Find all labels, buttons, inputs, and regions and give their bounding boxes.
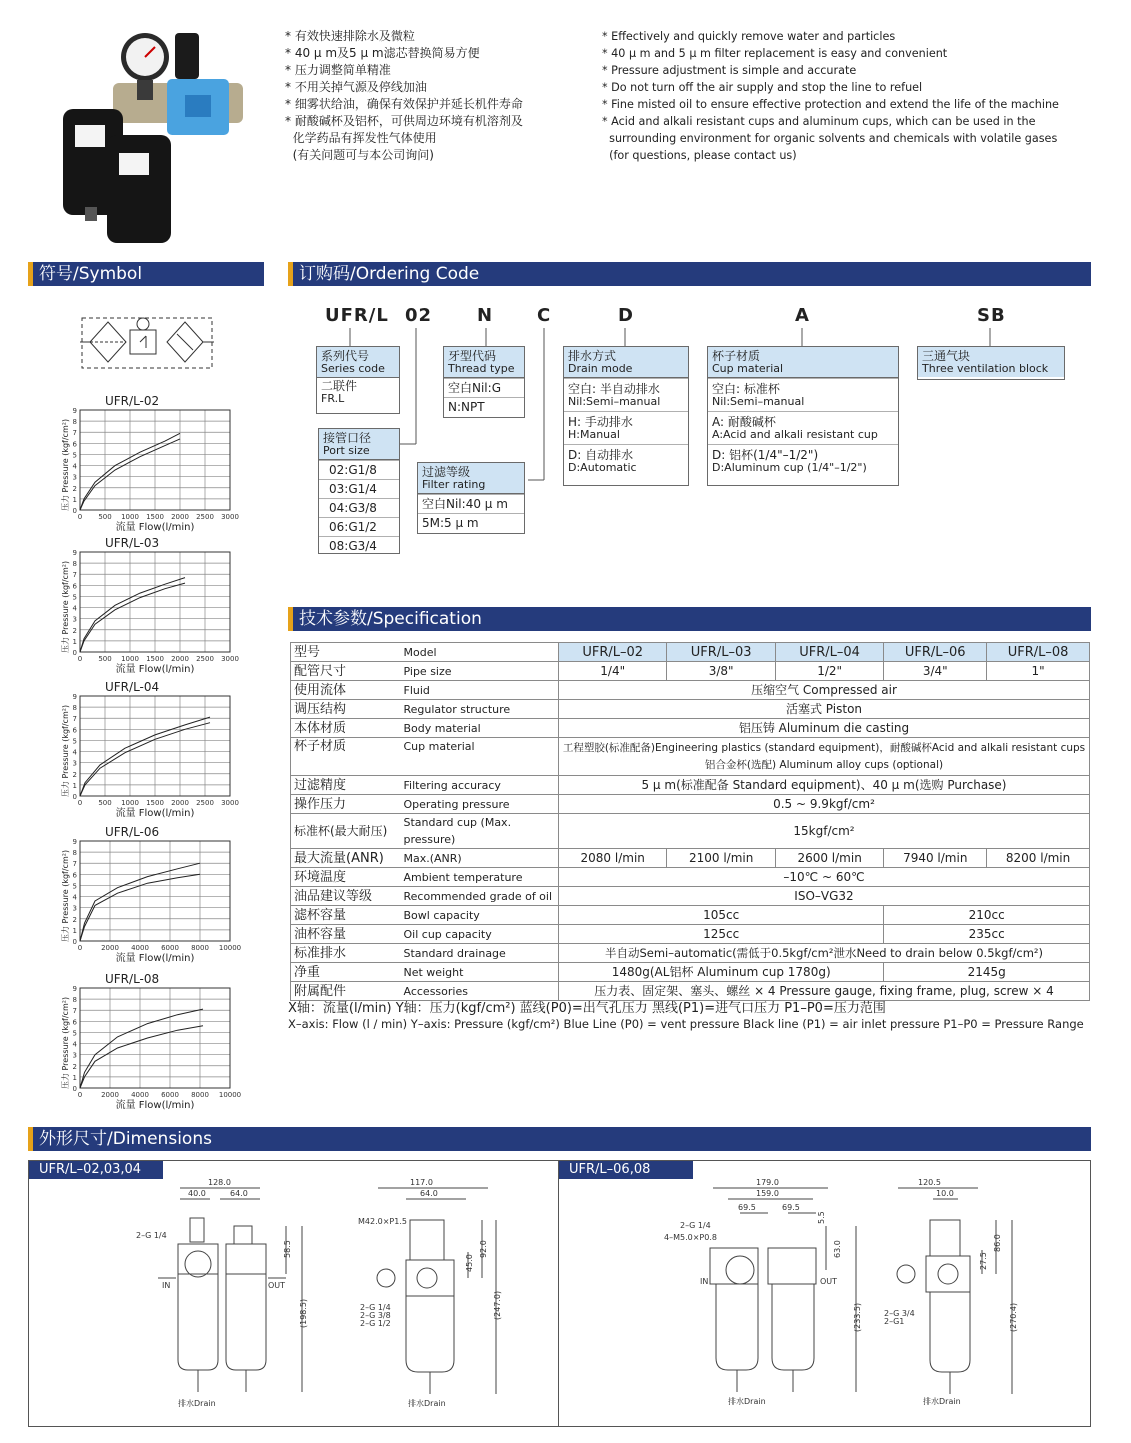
dim-label: OUT bbox=[268, 1281, 286, 1290]
row-label-cn: 型号 bbox=[291, 643, 401, 662]
cup-row: A: 耐酸碱杯 A:Acid and alkali resistant cup bbox=[708, 411, 898, 444]
table-row bbox=[291, 887, 1090, 906]
dim-label: 64.0 bbox=[420, 1189, 438, 1198]
row-label-en: Standard drainage bbox=[401, 944, 559, 963]
y-tick-label: 8 bbox=[72, 560, 77, 569]
dimension-drawings bbox=[28, 1160, 1091, 1427]
y-tick-label: 3 bbox=[72, 473, 77, 482]
y-tick-label: 5 bbox=[72, 882, 77, 891]
cell: 8200 l/min bbox=[987, 849, 1090, 868]
dim-label: (270.4) bbox=[1009, 1302, 1018, 1332]
dim-label: 2–G 1/4 bbox=[360, 1303, 391, 1312]
dim-label: 排水Drain bbox=[728, 1397, 766, 1406]
code-filter: C bbox=[537, 305, 552, 326]
row-label-en: Model bbox=[401, 643, 559, 662]
chart-title: UFR/L-03 bbox=[105, 536, 160, 550]
cell: 2600 l/min bbox=[775, 849, 883, 868]
dim-label: 117.0 bbox=[410, 1178, 433, 1187]
x-tick-label: 0 bbox=[77, 1091, 83, 1099]
cell: –10℃ ~ 60℃ bbox=[559, 868, 1090, 887]
row-label-cn: 标准排水 bbox=[291, 944, 401, 963]
cup-box bbox=[707, 346, 899, 486]
feature-line: * 40 μ m及5 μ m滤芯替换简易方便 bbox=[285, 46, 480, 60]
y-tick-label: 3 bbox=[72, 759, 77, 768]
dim-label: IN bbox=[700, 1277, 709, 1286]
y-tick-label: 5 bbox=[72, 1029, 77, 1038]
cell: 活塞式 Piston bbox=[559, 700, 1090, 719]
dim-label: 179.0 bbox=[756, 1178, 779, 1187]
feature-line: (有关问题可与本公司询问) bbox=[285, 148, 434, 162]
y-tick-label: 6 bbox=[72, 440, 77, 449]
section-symbol: 符号/Symbol bbox=[28, 262, 264, 286]
row-label-cn: 油杯容量 bbox=[291, 925, 401, 944]
cell: 15kgf/cm² bbox=[559, 814, 1090, 849]
row-label-en: Standard cup (Max. pressure) bbox=[401, 814, 559, 849]
model-header: UFR/L–02 bbox=[559, 643, 667, 662]
x-tick-label: 2500 bbox=[196, 799, 214, 807]
series-line bbox=[80, 1009, 203, 1088]
dim-label: (233.5) bbox=[853, 1302, 862, 1332]
cell: 压缩空气 Compressed air bbox=[559, 681, 1090, 700]
dim-label: 2–G 3/4 bbox=[884, 1309, 915, 1318]
vent-box bbox=[917, 346, 1065, 380]
feature-line: * Effectively and quickly remove water and particles bbox=[602, 30, 896, 43]
dim-label: 63.0 bbox=[833, 1240, 842, 1258]
cell: ISO–VG32 bbox=[559, 887, 1090, 906]
y-axis-label: 压力 Pressure (kgf/cm²) bbox=[61, 849, 70, 943]
x-axis-label: 流量 Flow(l/min) bbox=[115, 1100, 195, 1110]
dim-label: 27.5 bbox=[979, 1252, 988, 1270]
filter-row: 空白Nil:40 μ m bbox=[418, 494, 524, 513]
dim-label: M42.0×P1.5 bbox=[358, 1217, 407, 1226]
table-row bbox=[291, 963, 1090, 982]
code-drain: D bbox=[618, 305, 634, 326]
row-label-en: Fluid bbox=[401, 681, 559, 700]
series-box-row: 二联件 FR.L bbox=[321, 379, 358, 405]
row-label-en: Accessories bbox=[401, 982, 559, 1001]
x-tick-label: 3000 bbox=[221, 513, 239, 521]
cell: 2100 l/min bbox=[667, 849, 775, 868]
row-label-en: Operating pressure bbox=[401, 795, 559, 814]
dim-label: 58.5 bbox=[283, 1240, 292, 1258]
dim-label: 10.0 bbox=[936, 1189, 954, 1198]
dim-label: 5.5 bbox=[817, 1211, 826, 1224]
y-tick-label: 4 bbox=[72, 748, 77, 757]
y-tick-label: 2 bbox=[72, 484, 77, 493]
row-label-en: Cup material bbox=[401, 738, 559, 776]
y-tick-label: 1 bbox=[72, 1073, 77, 1082]
table-row bbox=[291, 662, 1090, 681]
flow-chart bbox=[60, 970, 260, 1110]
row-label-cn: 配管尺寸 bbox=[291, 662, 401, 681]
port-row: 04:G3/8 bbox=[319, 498, 399, 517]
table-row bbox=[291, 925, 1090, 944]
x-tick-label: 6000 bbox=[161, 1091, 179, 1099]
flow-chart bbox=[60, 534, 260, 674]
features-cn bbox=[285, 28, 585, 164]
row-label-cn: 滤杯容量 bbox=[291, 906, 401, 925]
thread-row: 空白Nil:G bbox=[444, 378, 524, 397]
y-tick-label: 7 bbox=[72, 571, 77, 580]
model-header: UFR/L–03 bbox=[667, 643, 775, 662]
y-tick-label: 3 bbox=[72, 904, 77, 913]
x-tick-label: 0 bbox=[77, 799, 83, 807]
feature-line: * 不用关掉气源及停线加油 bbox=[285, 80, 427, 94]
row-label-cn: 环境温度 bbox=[291, 868, 401, 887]
code-cup: A bbox=[795, 305, 810, 326]
y-axis-label: 压力 Pressure (kgf/cm²) bbox=[61, 560, 70, 654]
chart-title: UFR/L-04 bbox=[105, 680, 160, 694]
y-tick-label: 2 bbox=[72, 915, 77, 924]
y-tick-label: 8 bbox=[72, 418, 77, 427]
x-tick-label: 8000 bbox=[191, 944, 209, 952]
y-tick-label: 5 bbox=[72, 451, 77, 460]
row-label-cn: 本体材质 bbox=[291, 719, 401, 738]
table-row bbox=[291, 719, 1090, 738]
dim-label: 69.5 bbox=[738, 1203, 756, 1212]
x-tick-label: 1500 bbox=[146, 655, 164, 663]
y-tick-label: 5 bbox=[72, 737, 77, 746]
cell: 铝压铸 Aluminum die casting bbox=[559, 719, 1090, 738]
table-row bbox=[291, 776, 1090, 795]
cell: 工程塑胶(标准配备)Engineering plastics (standard equipment)，耐酸碱杯Acid and alkali resistant cups 铝合金杯(选配) Aluminum alloy cups (optional) bbox=[559, 738, 1090, 776]
series-line bbox=[80, 1026, 203, 1088]
y-tick-label: 9 bbox=[72, 985, 77, 993]
dim-label: (198.5) bbox=[299, 1298, 308, 1328]
x-tick-label: 4000 bbox=[131, 944, 149, 952]
y-tick-label: 7 bbox=[72, 1007, 77, 1016]
dim-label: OUT bbox=[820, 1277, 838, 1286]
row-label-cn: 操作压力 bbox=[291, 795, 401, 814]
y-tick-label: 4 bbox=[72, 604, 77, 613]
cup-row: D: 铝杯(1/4"–1/2") D:Aluminum cup (1/4"–1/2") bbox=[708, 444, 898, 477]
filter-box-title: 过滤等级 Filter rating bbox=[418, 463, 524, 494]
y-tick-label: 1 bbox=[72, 926, 77, 935]
cell: 1/2" bbox=[775, 662, 883, 681]
x-tick-label: 1500 bbox=[146, 513, 164, 521]
y-tick-label: 0 bbox=[72, 938, 77, 946]
table-row bbox=[291, 681, 1090, 700]
y-tick-label: 9 bbox=[72, 549, 77, 557]
cell: 3/8" bbox=[667, 662, 775, 681]
y-tick-label: 1 bbox=[72, 637, 77, 646]
flow-chart bbox=[60, 823, 260, 963]
row-label-en: Recommended grade of oil bbox=[401, 887, 559, 906]
cell: 2080 l/min bbox=[559, 849, 667, 868]
drain-row: D: 自动排水 D:Automatic bbox=[564, 444, 688, 477]
chart-title: UFR/L-06 bbox=[105, 825, 160, 839]
y-tick-label: 3 bbox=[72, 615, 77, 624]
y-axis-label: 压力 Pressure (kgf/cm²) bbox=[61, 996, 70, 1090]
x-tick-label: 500 bbox=[98, 799, 112, 807]
table-row bbox=[291, 795, 1090, 814]
y-axis-label: 压力 Pressure (kgf/cm²) bbox=[61, 704, 70, 798]
cell: 2145g bbox=[884, 963, 1090, 982]
pneumatic-symbol bbox=[80, 312, 215, 372]
y-tick-label: 1 bbox=[72, 781, 77, 790]
table-row bbox=[291, 700, 1090, 719]
dims-right-title: UFR/L–06,08 bbox=[559, 1161, 693, 1179]
table-row bbox=[291, 738, 1090, 776]
feature-line: * 压力调整简单精准 bbox=[285, 63, 391, 77]
row-label-en: Body material bbox=[401, 719, 559, 738]
row-label-cn: 标准杯(最大耐压) bbox=[291, 814, 401, 849]
y-tick-label: 0 bbox=[72, 1085, 77, 1093]
cell: 125cc bbox=[559, 925, 884, 944]
row-label-cn: 净重 bbox=[291, 963, 401, 982]
y-tick-label: 6 bbox=[72, 871, 77, 880]
cell: 1480g(AL铝杯 Aluminum cup 1780g) bbox=[559, 963, 884, 982]
row-label-en: Filtering accuracy bbox=[401, 776, 559, 795]
y-tick-label: 8 bbox=[72, 704, 77, 713]
y-tick-label: 3 bbox=[72, 1051, 77, 1060]
cup-row: 空白: 标准杯 Nil:Semi–manual bbox=[708, 378, 898, 411]
model-header: UFR/L–06 bbox=[884, 643, 987, 662]
feature-line: surrounding environment for organic solvents and chemicals with volatile gases bbox=[602, 132, 1058, 145]
row-label-cn: 调压结构 bbox=[291, 700, 401, 719]
row-label-en: Bowl capacity bbox=[401, 906, 559, 925]
feature-line: * Fine misted oil to ensure effective protection and extend the life of the machine bbox=[602, 98, 1059, 111]
axis-note-en: X–axis: Flow (l / min) Y–axis: Pressure (kgf/cm²) Blue Line (P0) = vent pressure Black line (P1) = air inlet pressure P1–P0 = Pressure Range bbox=[288, 1017, 1084, 1031]
code-thread: N bbox=[477, 305, 494, 326]
x-tick-label: 0 bbox=[77, 513, 83, 521]
dim-label: 4–M5.0×P0.8 bbox=[664, 1233, 717, 1242]
y-tick-label: 9 bbox=[72, 407, 77, 415]
dim-label: 2–G 1/4 bbox=[136, 1231, 167, 1240]
x-tick-label: 2500 bbox=[196, 513, 214, 521]
vent-box-title: 三通气块 Three ventilation block bbox=[918, 347, 1064, 377]
port-box bbox=[318, 428, 400, 554]
feature-line: * 有效快速排除水及微粒 bbox=[285, 29, 415, 43]
cell: 210cc bbox=[884, 906, 1090, 925]
section-dimensions: 外形尺寸/Dimensions bbox=[28, 1127, 1091, 1151]
y-tick-label: 5 bbox=[72, 593, 77, 602]
dim-label: 2–G 3/8 bbox=[360, 1311, 391, 1320]
x-tick-label: 2500 bbox=[196, 655, 214, 663]
dim-label: 128.0 bbox=[208, 1178, 231, 1187]
row-label-en: Net weight bbox=[401, 963, 559, 982]
axis-note-cn: X轴：流量(l/min) Y轴：压力(kgf/cm²) 蓝线(P0)=出气孔压力 黑线(P1)=进气口压力 P1–P0=压力范围 bbox=[288, 1001, 886, 1016]
port-row: 06:G1/2 bbox=[319, 517, 399, 536]
spec-table bbox=[290, 642, 1090, 1001]
dim-label: 排水Drain bbox=[923, 1397, 961, 1406]
x-tick-label: 2000 bbox=[171, 799, 189, 807]
code-port: 02 bbox=[405, 305, 433, 326]
cell: 半自动Semi–automatic(需低于0.5kgf/cm²泄水Need to drain below 0.5kgf/cm²) bbox=[559, 944, 1090, 963]
x-tick-label: 10000 bbox=[218, 1091, 242, 1099]
x-tick-label: 3000 bbox=[221, 655, 239, 663]
dim-label: 2–G 1/2 bbox=[360, 1319, 391, 1328]
y-tick-label: 2 bbox=[72, 770, 77, 779]
plot-frame bbox=[80, 841, 230, 941]
cell: 5 μ m(标准配备 Standard equipment)、40 μ m(选购 Purchase) bbox=[559, 776, 1090, 795]
feature-line: * Do not turn off the air supply and stop the line to refuel bbox=[602, 81, 923, 94]
series-box bbox=[316, 346, 400, 414]
y-tick-label: 8 bbox=[72, 849, 77, 858]
row-label-en: Max.(ANR) bbox=[401, 849, 559, 868]
y-tick-label: 4 bbox=[72, 893, 77, 902]
x-tick-label: 1000 bbox=[121, 513, 139, 521]
series-line bbox=[80, 717, 210, 796]
y-tick-label: 2 bbox=[72, 1062, 77, 1071]
row-label-en: Oil cup capacity bbox=[401, 925, 559, 944]
feature-line: * Acid and alkali resistant cups and aluminum cups, which can be used in the bbox=[602, 115, 1036, 128]
row-label-cn: 油品建议等级 bbox=[291, 887, 401, 906]
row-label-cn: 最大流量(ANR) bbox=[291, 849, 401, 868]
thread-row: N:NPT bbox=[444, 397, 524, 416]
x-tick-label: 500 bbox=[98, 513, 112, 521]
x-tick-label: 0 bbox=[77, 655, 83, 663]
cell: 235cc bbox=[884, 925, 1090, 944]
x-axis-label: 流量 Flow(l/min) bbox=[115, 664, 195, 674]
dim-label: 2–G1 bbox=[884, 1317, 905, 1326]
row-label-en: Ambient temperature bbox=[401, 868, 559, 887]
x-tick-label: 6000 bbox=[161, 944, 179, 952]
port-row: 02:G1/8 bbox=[319, 460, 399, 479]
x-tick-label: 3000 bbox=[221, 799, 239, 807]
x-tick-label: 2000 bbox=[101, 944, 119, 952]
model-header: UFR/L–08 bbox=[987, 643, 1090, 662]
chart-title: UFR/L-02 bbox=[105, 394, 160, 408]
features-en bbox=[602, 28, 1097, 164]
drain-box-title: 排水方式 Drain mode bbox=[564, 347, 688, 378]
model-header: UFR/L–04 bbox=[775, 643, 883, 662]
dim-label: 2–G 1/4 bbox=[680, 1221, 711, 1230]
filter-row: 5M:5 μ m bbox=[418, 513, 524, 532]
x-tick-label: 1500 bbox=[146, 799, 164, 807]
y-tick-label: 1 bbox=[72, 495, 77, 504]
flow-chart bbox=[60, 392, 260, 532]
feature-line: (for questions, please contact us) bbox=[602, 149, 797, 162]
y-tick-label: 4 bbox=[72, 462, 77, 471]
dim-label: 159.0 bbox=[756, 1189, 779, 1198]
table-row bbox=[291, 944, 1090, 963]
row-label-cn: 使用流体 bbox=[291, 681, 401, 700]
row-label-en: Regulator structure bbox=[401, 700, 559, 719]
dim-label: 40.0 bbox=[188, 1189, 206, 1198]
thread-box-title: 牙型代码 Thread type bbox=[444, 347, 524, 378]
y-tick-label: 6 bbox=[72, 726, 77, 735]
dim-label: 排水Drain bbox=[408, 1399, 446, 1408]
y-tick-label: 9 bbox=[72, 693, 77, 701]
x-tick-label: 4000 bbox=[131, 1091, 149, 1099]
x-axis-label: 流量 Flow(l/min) bbox=[115, 808, 195, 818]
cell: 1/4" bbox=[559, 662, 667, 681]
cell: 1" bbox=[987, 662, 1090, 681]
drain-box bbox=[563, 346, 689, 486]
y-axis-label: 压力 Pressure (kgf/cm²) bbox=[61, 418, 70, 512]
dim-label: IN bbox=[162, 1281, 171, 1290]
drain-row: 空白: 半自动排水 Nil:Semi–manual bbox=[564, 378, 688, 411]
table-row bbox=[291, 814, 1090, 849]
cell: 105cc bbox=[559, 906, 884, 925]
x-axis-label: 流量 Flow(l/min) bbox=[115, 953, 195, 963]
section-ordering-code: 订购码/Ordering Code bbox=[288, 262, 1091, 286]
filter-box bbox=[417, 462, 525, 534]
x-tick-label: 2000 bbox=[101, 1091, 119, 1099]
feature-line: 化学药品有挥发性气体使用 bbox=[285, 131, 437, 145]
port-box-title: 接管口径 Port size bbox=[319, 429, 399, 460]
row-label-cn: 附属配件 bbox=[291, 982, 401, 1001]
x-tick-label: 0 bbox=[77, 944, 83, 952]
code-series: UFR/L bbox=[325, 305, 389, 326]
table-row bbox=[291, 868, 1090, 887]
thread-box bbox=[443, 346, 525, 418]
y-tick-label: 0 bbox=[72, 793, 77, 801]
y-tick-label: 6 bbox=[72, 582, 77, 591]
flow-chart bbox=[60, 678, 260, 818]
series-line bbox=[80, 583, 185, 652]
y-tick-label: 2 bbox=[72, 626, 77, 635]
y-tick-label: 7 bbox=[72, 860, 77, 869]
chart-title: UFR/L-08 bbox=[105, 972, 160, 986]
dim-label: 排水Drain bbox=[178, 1399, 216, 1408]
y-tick-label: 0 bbox=[72, 507, 77, 515]
y-tick-label: 7 bbox=[72, 715, 77, 724]
y-tick-label: 0 bbox=[72, 649, 77, 657]
row-label-cn: 过滤精度 bbox=[291, 776, 401, 795]
x-tick-label: 2000 bbox=[171, 655, 189, 663]
plot-frame bbox=[80, 988, 230, 1088]
row-label-cn: 杯子材质 bbox=[291, 738, 401, 776]
x-tick-label: 500 bbox=[98, 655, 112, 663]
x-tick-label: 1000 bbox=[121, 799, 139, 807]
feature-line: * Pressure adjustment is simple and accurate bbox=[602, 64, 857, 77]
x-tick-label: 8000 bbox=[191, 1091, 209, 1099]
y-tick-label: 4 bbox=[72, 1040, 77, 1049]
dim-label: (247.0) bbox=[493, 1290, 502, 1320]
x-tick-label: 1000 bbox=[121, 655, 139, 663]
cell: 3/4" bbox=[884, 662, 987, 681]
table-row bbox=[291, 906, 1090, 925]
feature-line: * 40 μ m and 5 μ m filter replacement is easy and convenient bbox=[602, 47, 948, 60]
cell: 压力表、固定架、塞头、螺丝 × 4 Pressure gauge, fixing frame, plug, screw × 4 bbox=[559, 982, 1090, 1001]
port-row: 08:G3/4 bbox=[319, 536, 399, 555]
dims-left-title: UFR/L–02,03,04 bbox=[29, 1161, 163, 1179]
product-photo bbox=[55, 25, 255, 245]
drain-row: H: 手动排水 H:Manual bbox=[564, 411, 688, 444]
dim-label: 45.0 bbox=[465, 1254, 474, 1272]
y-tick-label: 7 bbox=[72, 429, 77, 438]
feature-line: * 耐酸碱杯及铝杯，可供周边环境有机溶剂及 bbox=[285, 114, 523, 128]
y-tick-label: 9 bbox=[72, 838, 77, 846]
cup-box-title: 杯子材质 Cup material bbox=[708, 347, 898, 378]
feature-line: * 细雾状给油，确保有效保护并延长机件寿命 bbox=[285, 97, 523, 111]
dim-label: 92.0 bbox=[479, 1240, 488, 1258]
y-tick-label: 8 bbox=[72, 996, 77, 1005]
dim-label: 86.0 bbox=[993, 1234, 1002, 1252]
dim-label: 64.0 bbox=[230, 1189, 248, 1198]
x-axis-label: 流量 Flow(l/min) bbox=[115, 522, 195, 532]
dim-label: 69.5 bbox=[782, 1203, 800, 1212]
x-tick-label: 10000 bbox=[218, 944, 242, 952]
port-row: 03:G1/4 bbox=[319, 479, 399, 498]
cell: 0.5 ~ 9.9kgf/cm² bbox=[559, 795, 1090, 814]
row-label-en: Pipe size bbox=[401, 662, 559, 681]
dim-label: 120.5 bbox=[918, 1178, 941, 1187]
table-row bbox=[291, 643, 1090, 662]
table-row bbox=[291, 849, 1090, 868]
x-tick-label: 2000 bbox=[171, 513, 189, 521]
series-box-title: 系列代号 Series code bbox=[317, 347, 399, 378]
code-vent: SB bbox=[977, 305, 1006, 326]
y-tick-label: 6 bbox=[72, 1018, 77, 1027]
cell: 7940 l/min bbox=[884, 849, 987, 868]
section-specification: 技术参数/Specification bbox=[288, 607, 1091, 631]
